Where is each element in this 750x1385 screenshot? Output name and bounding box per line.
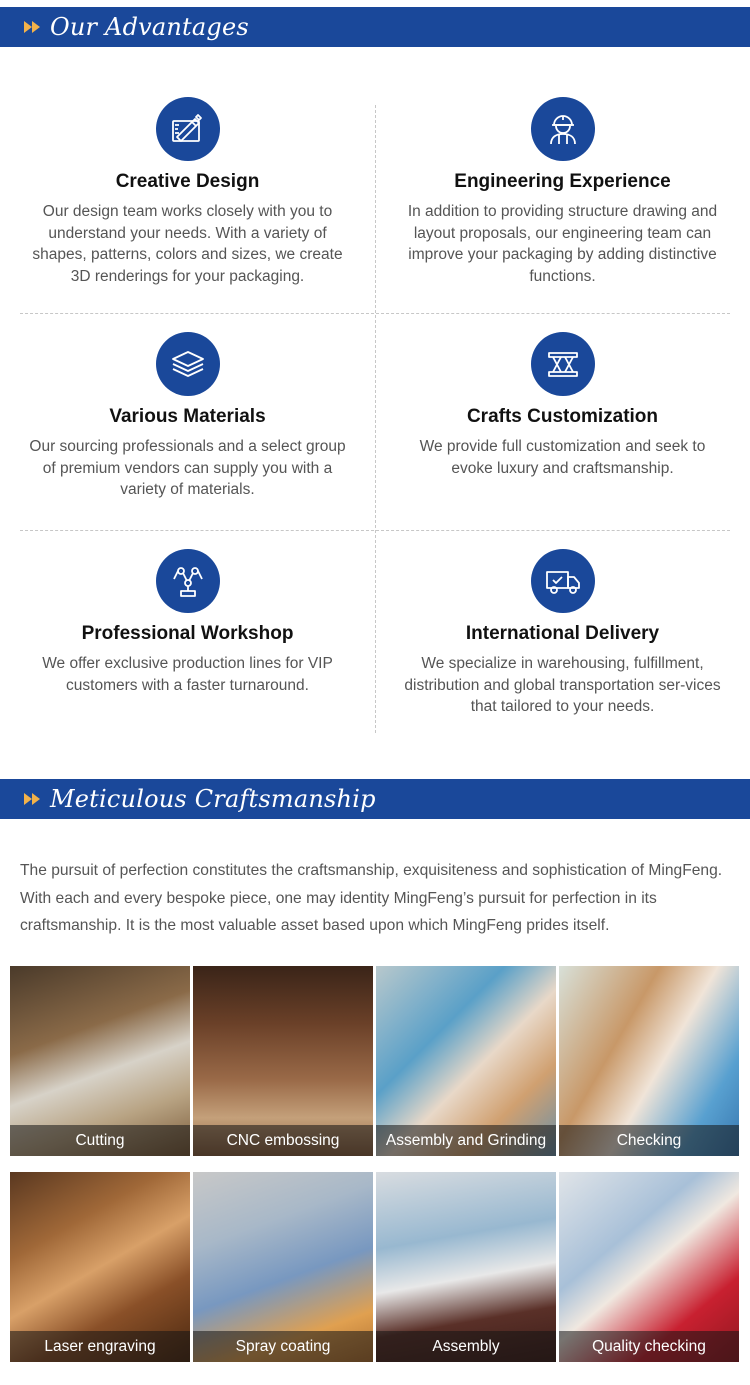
- advantages-title: Our Advantages: [50, 13, 249, 41]
- grid-divider: [20, 530, 730, 531]
- advantage-title: Various Materials: [109, 406, 266, 427]
- photo-quality-checking: [559, 1172, 739, 1362]
- layers-icon: [156, 332, 220, 396]
- photo-spray-coating: [193, 1172, 373, 1362]
- photo-checking: [559, 966, 739, 1156]
- advantage-title: Creative Design: [115, 171, 260, 192]
- advantage-title: Professional Workshop: [81, 623, 294, 644]
- photo-caption: Assembly and Grinding: [376, 1125, 556, 1156]
- photo-assembly: [376, 1172, 556, 1362]
- double-arrow-icon: [24, 20, 42, 34]
- advantage-text: We specialize in warehousing, fulfillment, distribution and global transportation ser-vices that tailored to your needs.: [404, 655, 721, 715]
- advantage-engineering-experience: [395, 97, 730, 287]
- craftsmanship-title: Meticulous Craftsmanship: [50, 785, 376, 813]
- engineer-icon: [531, 97, 595, 161]
- photo-laser-engraving: [10, 1172, 190, 1362]
- photo-caption: Quality checking: [559, 1331, 739, 1362]
- crafts-icon: [531, 332, 595, 396]
- design-tools-icon: [156, 97, 220, 161]
- advantage-title: Crafts Customization: [466, 406, 659, 427]
- photo-caption: Laser engraving: [10, 1331, 190, 1362]
- delivery-truck-icon: [531, 549, 595, 613]
- grid-vertical-divider: [375, 105, 376, 733]
- photo-assembly-and-grinding: [376, 966, 556, 1156]
- advantage-professional-workshop: [20, 549, 355, 696]
- advantage-text: We provide full customization and seek to evoke luxury and craftsmanship.: [419, 438, 706, 477]
- advantage-title: International Delivery: [465, 623, 660, 644]
- photo-caption: Checking: [559, 1125, 739, 1156]
- advantage-text: In addition to providing structure drawing and layout proposals, our engineering team can improve your packaging by adding distinctive functions.: [407, 203, 718, 285]
- advantage-international-delivery: [395, 549, 730, 718]
- advantage-creative-design: [20, 97, 355, 287]
- advantages-header: [0, 7, 750, 47]
- photo-caption: Spray coating: [193, 1331, 373, 1362]
- advantage-text: Our design team works closely with you to understand your needs. With a variety of shapes, patterns, colors and sizes, we create 3D renderings for your packaging.: [32, 203, 343, 285]
- photo-caption: Assembly: [376, 1331, 556, 1362]
- photo-caption: Cutting: [10, 1125, 190, 1156]
- photo-cutting: [10, 966, 190, 1156]
- photo-caption: CNC embossing: [193, 1125, 373, 1156]
- advantage-title: Engineering Experience: [454, 171, 671, 192]
- craftsmanship-intro: The pursuit of perfection constitutes the craftsmanship, exquisiteness and sophistication of MingFeng. With each and every bespoke piece, one may identity MingFeng’s pursuit for perfection in its craftsmanship. It is the most valuable asset based upon which MingFeng prides itself.: [20, 862, 723, 934]
- double-arrow-icon: [24, 792, 42, 806]
- advantage-text: Our sourcing professionals and a select group of premium vendors can supply you with a variety of materials.: [29, 438, 346, 498]
- grid-divider: [20, 313, 730, 314]
- photo-cnc-embossing: [193, 966, 373, 1156]
- robot-arm-icon: [156, 549, 220, 613]
- advantage-crafts-customization: [395, 332, 730, 479]
- craftsmanship-header: [0, 779, 750, 819]
- advantages-grid: [20, 97, 730, 733]
- advantage-various-materials: [20, 332, 355, 501]
- advantage-text: We offer exclusive production lines for VIP customers with a faster turnaround.: [42, 655, 333, 694]
